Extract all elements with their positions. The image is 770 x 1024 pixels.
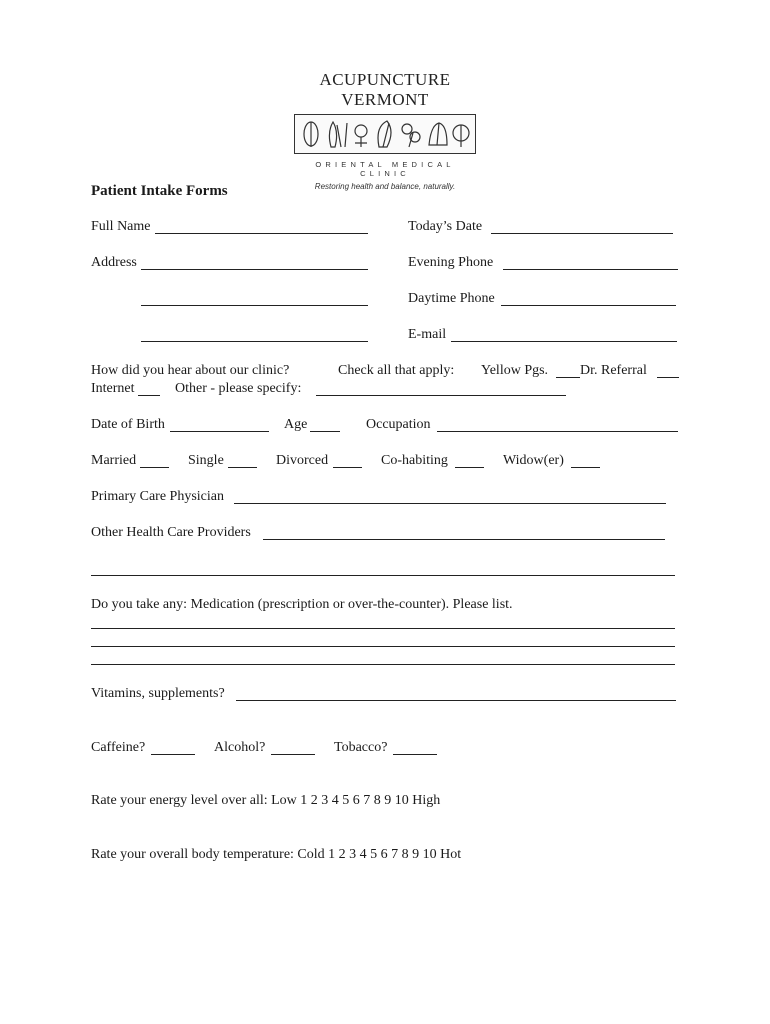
daytime-phone-label: Daytime Phone (408, 291, 495, 306)
widower-label: Widow(er) (503, 453, 564, 468)
hear-prompt: How did you hear about our clinic? (91, 363, 290, 378)
age-field[interactable] (310, 431, 340, 432)
medication-field-1[interactable] (91, 628, 675, 629)
daytime-phone-field[interactable] (501, 305, 676, 306)
yellow-pages-check[interactable] (556, 377, 580, 378)
occupation-field[interactable] (437, 431, 678, 432)
divorced-check[interactable] (333, 467, 362, 468)
clinic-name: ACUPUNCTURE VERMONT (319, 70, 451, 109)
other-specify-label: Other - please specify: (175, 381, 302, 396)
address-field-1[interactable] (141, 269, 368, 270)
clinic-tagline: Restoring health and balance, naturally. (314, 182, 456, 191)
botanical-logo-icon (294, 114, 476, 154)
primary-care-label: Primary Care Physician (91, 489, 224, 504)
todays-date-field[interactable] (491, 233, 673, 234)
other-providers-label: Other Health Care Providers (91, 525, 251, 540)
occupation-label: Occupation (366, 417, 431, 432)
medication-field-2[interactable] (91, 646, 675, 647)
cohabiting-label: Co-habiting (381, 453, 448, 468)
caffeine-field[interactable] (151, 754, 195, 755)
temperature-scale[interactable]: Rate your overall body temperature: Cold 1 2 3 4 5 6 7 8 9 10 Hot (91, 847, 462, 862)
internet-label: Internet (91, 381, 135, 396)
dr-referral-label: Dr. Referral (580, 363, 647, 378)
married-check[interactable] (140, 467, 169, 468)
other-specify-field[interactable] (316, 395, 566, 396)
form-title: Patient Intake Forms (91, 183, 228, 199)
address-field-3[interactable] (141, 341, 368, 342)
address-field-2[interactable] (141, 305, 368, 306)
yellow-pages-label: Yellow Pgs. (481, 363, 549, 378)
widower-check[interactable] (571, 467, 600, 468)
vitamins-field[interactable] (236, 700, 676, 701)
check-all-label: Check all that apply: (338, 363, 455, 378)
married-label: Married (91, 453, 137, 468)
caffeine-label: Caffeine? (91, 740, 146, 755)
single-label: Single (188, 453, 224, 468)
full-name-label: Full Name (91, 219, 151, 234)
evening-phone-field[interactable] (503, 269, 678, 270)
dr-referral-check[interactable] (657, 377, 679, 378)
email-field[interactable] (451, 341, 677, 342)
email-label: E-mail (408, 327, 447, 342)
medication-field-3[interactable] (91, 664, 675, 665)
other-providers-field-2[interactable] (91, 575, 675, 576)
age-label: Age (284, 417, 308, 432)
divorced-label: Divorced (276, 453, 329, 468)
primary-care-field[interactable] (234, 503, 666, 504)
energy-scale[interactable]: Rate your energy level over all: Low 1 2 3 4 5 6 7 8 9 10 High (91, 793, 441, 808)
single-check[interactable] (228, 467, 257, 468)
internet-check[interactable] (138, 395, 160, 396)
dob-field[interactable] (170, 431, 269, 432)
tobacco-label: Tobacco? (334, 740, 388, 755)
medication-label: Do you take any: Medication (prescription or over-the-counter). Please list. (91, 597, 513, 612)
tobacco-field[interactable] (393, 754, 437, 755)
clinic-subtitle: ORIENTAL MEDICAL CLINIC (315, 160, 455, 178)
alcohol-label: Alcohol? (214, 740, 266, 755)
other-providers-field[interactable] (263, 539, 665, 540)
vitamins-label: Vitamins, supplements? (91, 686, 225, 701)
clinic-logo (290, 70, 480, 191)
evening-phone-label: Evening Phone (408, 255, 494, 270)
todays-date-label: Today’s Date (408, 219, 483, 234)
full-name-field[interactable] (155, 233, 368, 234)
address-label: Address (91, 255, 137, 270)
alcohol-field[interactable] (271, 754, 315, 755)
cohabiting-check[interactable] (455, 467, 484, 468)
dob-label: Date of Birth (91, 417, 165, 432)
